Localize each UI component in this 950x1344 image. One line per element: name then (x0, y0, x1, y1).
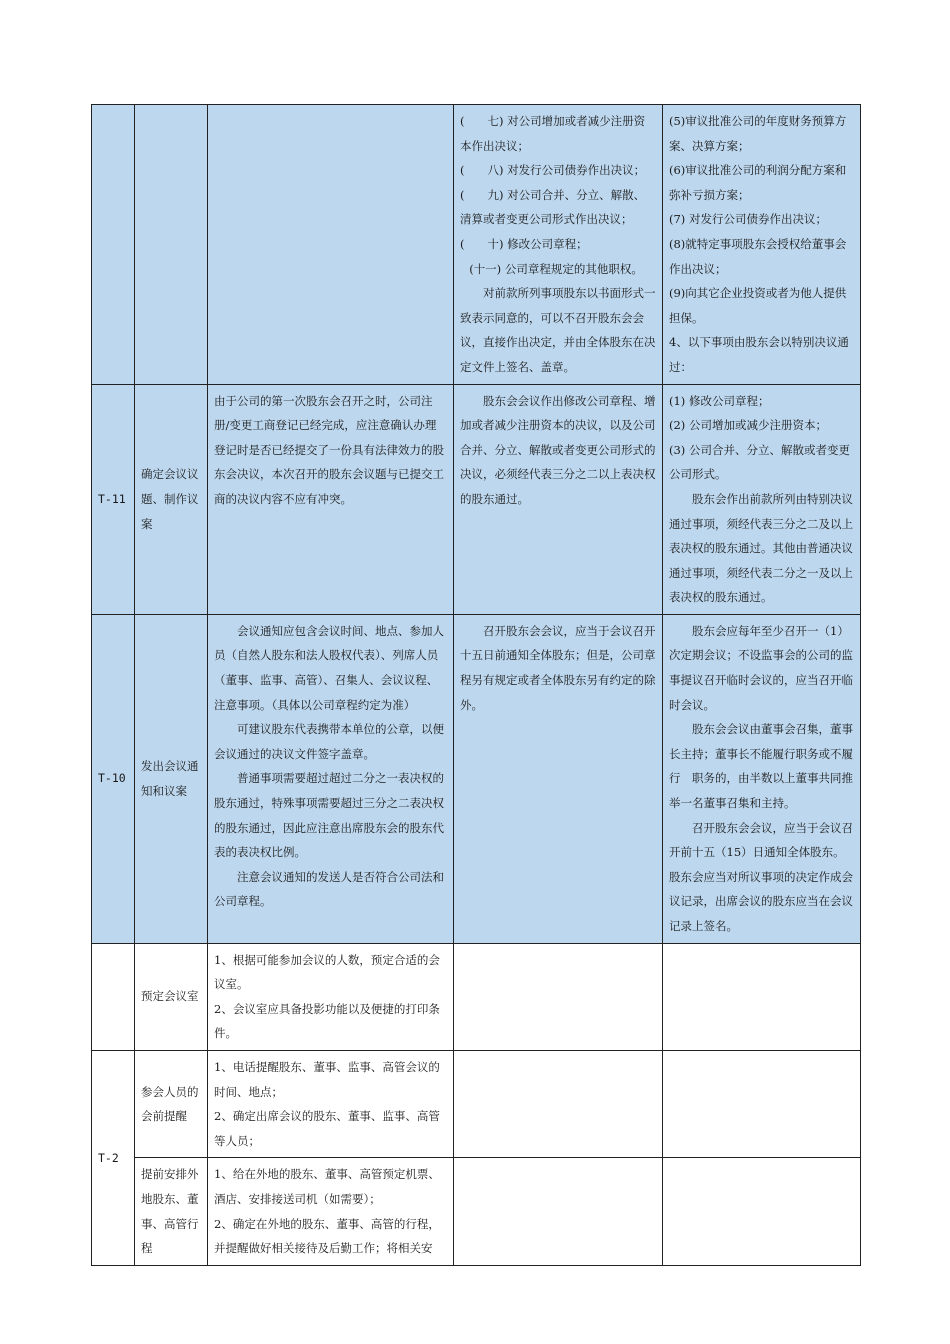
row-articles (663, 1050, 861, 1157)
row-notes (208, 943, 454, 1050)
row-articles (663, 105, 861, 385)
law-line: ( 九) 对公司合并、分立、解散、清算或者变更公司形式作出决议； (460, 187, 646, 227)
row-stage: 确定会议议题、制作议案 (135, 384, 208, 614)
note-line: 1、给在外地的股东、董事、高管预定机票、酒店、安排接送司机（如需要）； (214, 1167, 440, 1206)
row-code: T-11 (92, 384, 135, 614)
row-notes (208, 105, 454, 385)
law-line: ( 八) 对发行公司债券作出决议； (460, 163, 646, 178)
law-line: 股东会会议作出修改公司章程、增加或者减少注册资本的决议，以及公司合并、分立、解散或者变更公司形式的决议，必须经代表三分之二以上表决权的股东通过。 (460, 393, 656, 506)
meeting-procedure-table (91, 104, 861, 1266)
article-line: 股东会应每年至少召开一（1）次定期会议；不设监事会的公司的监事提议召开临时会议的，应当召开临时会议。 (669, 623, 853, 712)
row-law (454, 1050, 663, 1157)
row-stage: 发出会议通知和议案 (135, 614, 208, 943)
article-line: 召开股东会会议，应当于会议召开前十五（15）日通知全体股东。股东会应当对所议事项的决定作成会议记录，出席会议的股东应当在会议记录上签名。 (669, 820, 853, 933)
note-line: 1、电话提醒股东、董事、监事、高管会议的时间、地点； (214, 1059, 440, 1099)
law-line: (十一) 公司章程规定的其他职权。 (469, 261, 643, 276)
article-line: (8)就特定事项股东会授权给董事会作出决议； (669, 236, 847, 276)
row-code (92, 105, 135, 385)
row-stage: 提前安排外地股东、董事、高管行程 (135, 1158, 208, 1265)
article-line: 股东会作出前款所列由特别决议通过事项，须经代表三分之二及以上表决权的股东通过。其他由普通决议通过事项，须经代表二分之一及以上表决权的股东通过。 (669, 491, 853, 605)
law-line: 召开股东会会议，应当于会议召开十五日前通知全体股东；但是，公司章程另有规定或者全体股东另有约定的除外。 (460, 623, 656, 712)
row-stage (135, 105, 208, 385)
law-line: 对前款所列事项股东以书面形式一致表示同意的，可以不召开股东会会议，直接作出决定，并由全体股东在决定文件上签名、盖章。 (460, 286, 656, 374)
row-code: T-10 (92, 614, 135, 943)
row-law (454, 1158, 663, 1265)
table-row (92, 384, 861, 614)
row-code: T-2 (92, 1050, 135, 1265)
note-line: 可建议股东代表携带本单位的公章，以便会议通过的决议文件签字盖章。 (214, 722, 444, 761)
note-line: 普通事项需要超过超过二分之一表决权的股东通过，特殊事项需要超过三分之二表决权的股东通过，因此应注意出席股东会的股东代表的表决权比例。 (214, 771, 444, 860)
table-row (92, 105, 861, 385)
article-line: (7) 对发行公司债券作出决议； (669, 212, 827, 227)
row-code (92, 943, 135, 1050)
row-notes (208, 614, 454, 943)
table-row (92, 1050, 861, 1157)
article-line: (2) 公司增加或减少注册资本； (669, 418, 827, 433)
row-law (454, 943, 663, 1050)
row-articles (663, 384, 861, 614)
row-articles (663, 943, 861, 1050)
note-line: 会议通知应包含会议时间、地点、参加人员（自然人股东和法人股权代表）、列席人员（董事、监事、高管）、召集人、会议议程、注意事项。（具体以公司章程约定为准） (214, 623, 444, 712)
row-notes (208, 1050, 454, 1157)
note-line: 注意会议通知的发送人是否符合公司法和公司章程。 (214, 869, 444, 909)
table-row (92, 614, 861, 943)
article-line: (9)向其它企业投资或者为他人提供担保。 (669, 286, 847, 325)
row-articles (663, 614, 861, 943)
row-stage: 参会人员的会前提醒 (135, 1050, 208, 1157)
row-notes (208, 1158, 454, 1265)
note-line: 由于公司的第一次股东会召开之时，公司注册/变更工商登记已经完成，应注意确认办理登记时是否已经提交了一份具有法律效力的股东会决议，本次召开的股东会议题与已提交工商的决议内容不应有冲突。 (214, 393, 444, 506)
row-articles (663, 1158, 861, 1265)
note-line: 2、确定出席会议的股东、董事、监事、高管等人员； (214, 1109, 440, 1148)
law-line: ( 七) 对公司增加或者减少注册资本作出决议； (460, 114, 646, 153)
article-line: 4、以下事项由股东会以特别决议通过： (669, 335, 849, 374)
row-law (454, 105, 663, 385)
row-stage: 预定会议室 (135, 943, 208, 1050)
note-line: 2、会议室应具备投影功能以及便捷的打印条件。 (214, 1001, 440, 1041)
row-law (454, 384, 663, 614)
article-line: (5)审议批准公司的年度财务预算方案、决算方案； (669, 114, 847, 153)
article-line: (3) 公司合并、分立、解散或者变更公司形式。 (669, 442, 850, 482)
row-law (454, 614, 663, 943)
law-line: ( 十) 修改公司章程； (460, 236, 588, 251)
article-line: (1) 修改公司章程； (669, 393, 770, 408)
article-line: (6)审议批准公司的利润分配方案和弥补亏损方案； (669, 163, 847, 202)
note-line: 2、确定在外地的股东、董事、高管的行程，并提醒做好相关接待及后勤工作；将相关安 (214, 1216, 440, 1256)
article-line: 股东会会议由董事会召集，董事长主持；董事长不能履行职务或不履行 职务的，由半数以上董事共同推举一名董事召集和主持。 (669, 722, 853, 811)
row-notes (208, 384, 454, 614)
table-row (92, 943, 861, 1050)
note-line: 1、根据可能参加会议的人数，预定合适的会议室。 (214, 952, 440, 992)
table-row (92, 1158, 861, 1265)
